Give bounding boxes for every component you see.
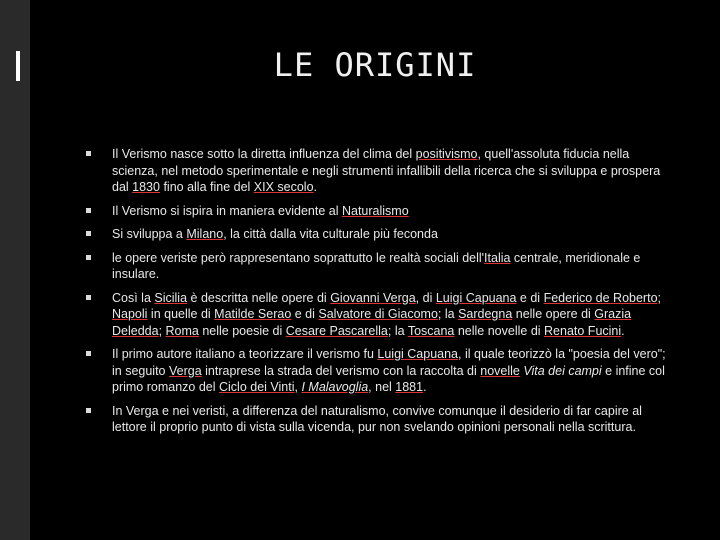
bullet-text: nelle novelle di: [454, 323, 545, 338]
bullet-text: Così la: [112, 290, 155, 305]
bullet-text: ; la: [387, 323, 408, 338]
bullet-text: fino alla fine del: [159, 180, 254, 194]
bullet-text: e di: [291, 307, 319, 321]
text-link[interactable]: Salvatore di Giacomo: [318, 307, 438, 321]
bullet-square-icon: [86, 151, 91, 156]
bullet-text: Il primo autore italiano a teorizzare il verismo fu: [112, 347, 378, 361]
text-link[interactable]: Luigi Capuana: [377, 347, 459, 361]
bullet-text: le opere veriste però rappresentano soprattutto le realtà sociali dell': [112, 250, 485, 265]
bullet-text: nelle poesie di: [198, 323, 286, 338]
text-link[interactable]: Ciclo dei Vinti: [219, 380, 295, 394]
slide-side-strip: [0, 0, 30, 540]
bullet-item: [86, 403, 676, 436]
bullet-item: [86, 226, 676, 243]
text-link[interactable]: Matilde Serao: [214, 307, 292, 321]
text-link[interactable]: Luigi Capuana: [435, 290, 517, 305]
text-link[interactable]: Roma: [165, 323, 199, 338]
bullet-text: nelle opere di: [512, 307, 595, 321]
italic-text: Vita dei campi: [523, 363, 602, 378]
bullet-square-icon: [86, 408, 91, 413]
bullet-text: intraprese la strada del verismo con la raccolta di: [201, 363, 481, 378]
text-link[interactable]: 1881: [395, 380, 424, 394]
bullet-text: , quell'assoluta fiducia nella scienza, nel metodo sperimentale e negli strumenti infallibili della ricerca che si sviluppa e prospera dal: [112, 147, 661, 194]
bullet-text: , il quale teorizzò la "poesia del vero"; in seguito: [112, 347, 666, 378]
bullet-square-icon: [86, 351, 91, 356]
text-link[interactable]: Sardegna: [458, 307, 513, 321]
text-link[interactable]: Renato Fucini: [544, 323, 622, 338]
bullet-square-icon: [86, 208, 91, 213]
text-link[interactable]: I Malavoglia: [301, 380, 369, 394]
text-link[interactable]: Italia: [484, 250, 511, 265]
text-link[interactable]: positivismo: [415, 147, 478, 161]
text-link[interactable]: 1830: [132, 180, 160, 194]
text-link[interactable]: Verga: [168, 363, 202, 378]
text-link[interactable]: Toscana: [407, 323, 455, 338]
bullet-text: .: [621, 323, 625, 338]
bullet-text: ;: [657, 290, 661, 305]
bullet-text: In Verga e nei veristi, a differenza del naturalismo, convive comunque il desiderio di far capire al lettore il proprio punto di vista sulla vicenda, pur non svelando opinioni personali nella scrittura.: [112, 403, 642, 434]
bullet-item: [86, 146, 676, 196]
text-link[interactable]: XIX secolo: [253, 180, 314, 194]
text-link[interactable]: Giovanni Verga: [330, 290, 416, 305]
text-link[interactable]: Milano: [186, 227, 224, 241]
bullet-text: , di: [415, 290, 436, 305]
bullet-item: [86, 346, 676, 396]
slide-accent-mark: [16, 51, 30, 81]
bullet-text: Si sviluppa a: [112, 227, 187, 241]
text-link[interactable]: Napoli: [112, 307, 148, 321]
bullet-text: .: [313, 180, 318, 194]
text-link[interactable]: Cesare Pascarella: [285, 323, 388, 338]
bullet-text: centrale, meridionale e insulare.: [112, 250, 641, 281]
bullet-list: [86, 146, 676, 443]
bullet-text: ;: [158, 323, 166, 338]
bullet-square-icon: [86, 295, 91, 300]
bullet-text: , la città dalla vita culturale più feconda: [223, 227, 438, 241]
bullet-item: [86, 250, 676, 283]
bullet-text: Il Verismo nasce sotto la diretta influenza del clima del: [112, 147, 416, 161]
bullet-text: ; la: [437, 307, 459, 321]
slide-title: LE ORIGINI: [273, 46, 477, 84]
bullet-text: , nel: [368, 380, 396, 394]
bullet-item: [86, 290, 676, 340]
bullet-text: .: [423, 380, 427, 394]
text-link[interactable]: Naturalismo: [341, 203, 409, 218]
bullet-text: è descritta nelle opere di: [187, 290, 331, 305]
text-link[interactable]: Sicilia: [154, 290, 188, 305]
bullet-text: e di: [516, 290, 544, 305]
text-link[interactable]: Grazia Deledda: [112, 307, 632, 338]
bullet-item: [86, 203, 676, 220]
bullet-text: ,: [294, 380, 302, 394]
bullet-square-icon: [86, 255, 91, 260]
bullet-text: in quelle di: [147, 307, 215, 321]
bullet-text: e infine col primo romanzo del: [112, 363, 665, 394]
text-link[interactable]: Federico de Roberto: [543, 290, 658, 305]
text-link[interactable]: novelle: [480, 363, 520, 378]
bullet-square-icon: [86, 231, 91, 236]
bullet-text: Il Verismo si ispira in maniera evidente al: [112, 203, 342, 218]
